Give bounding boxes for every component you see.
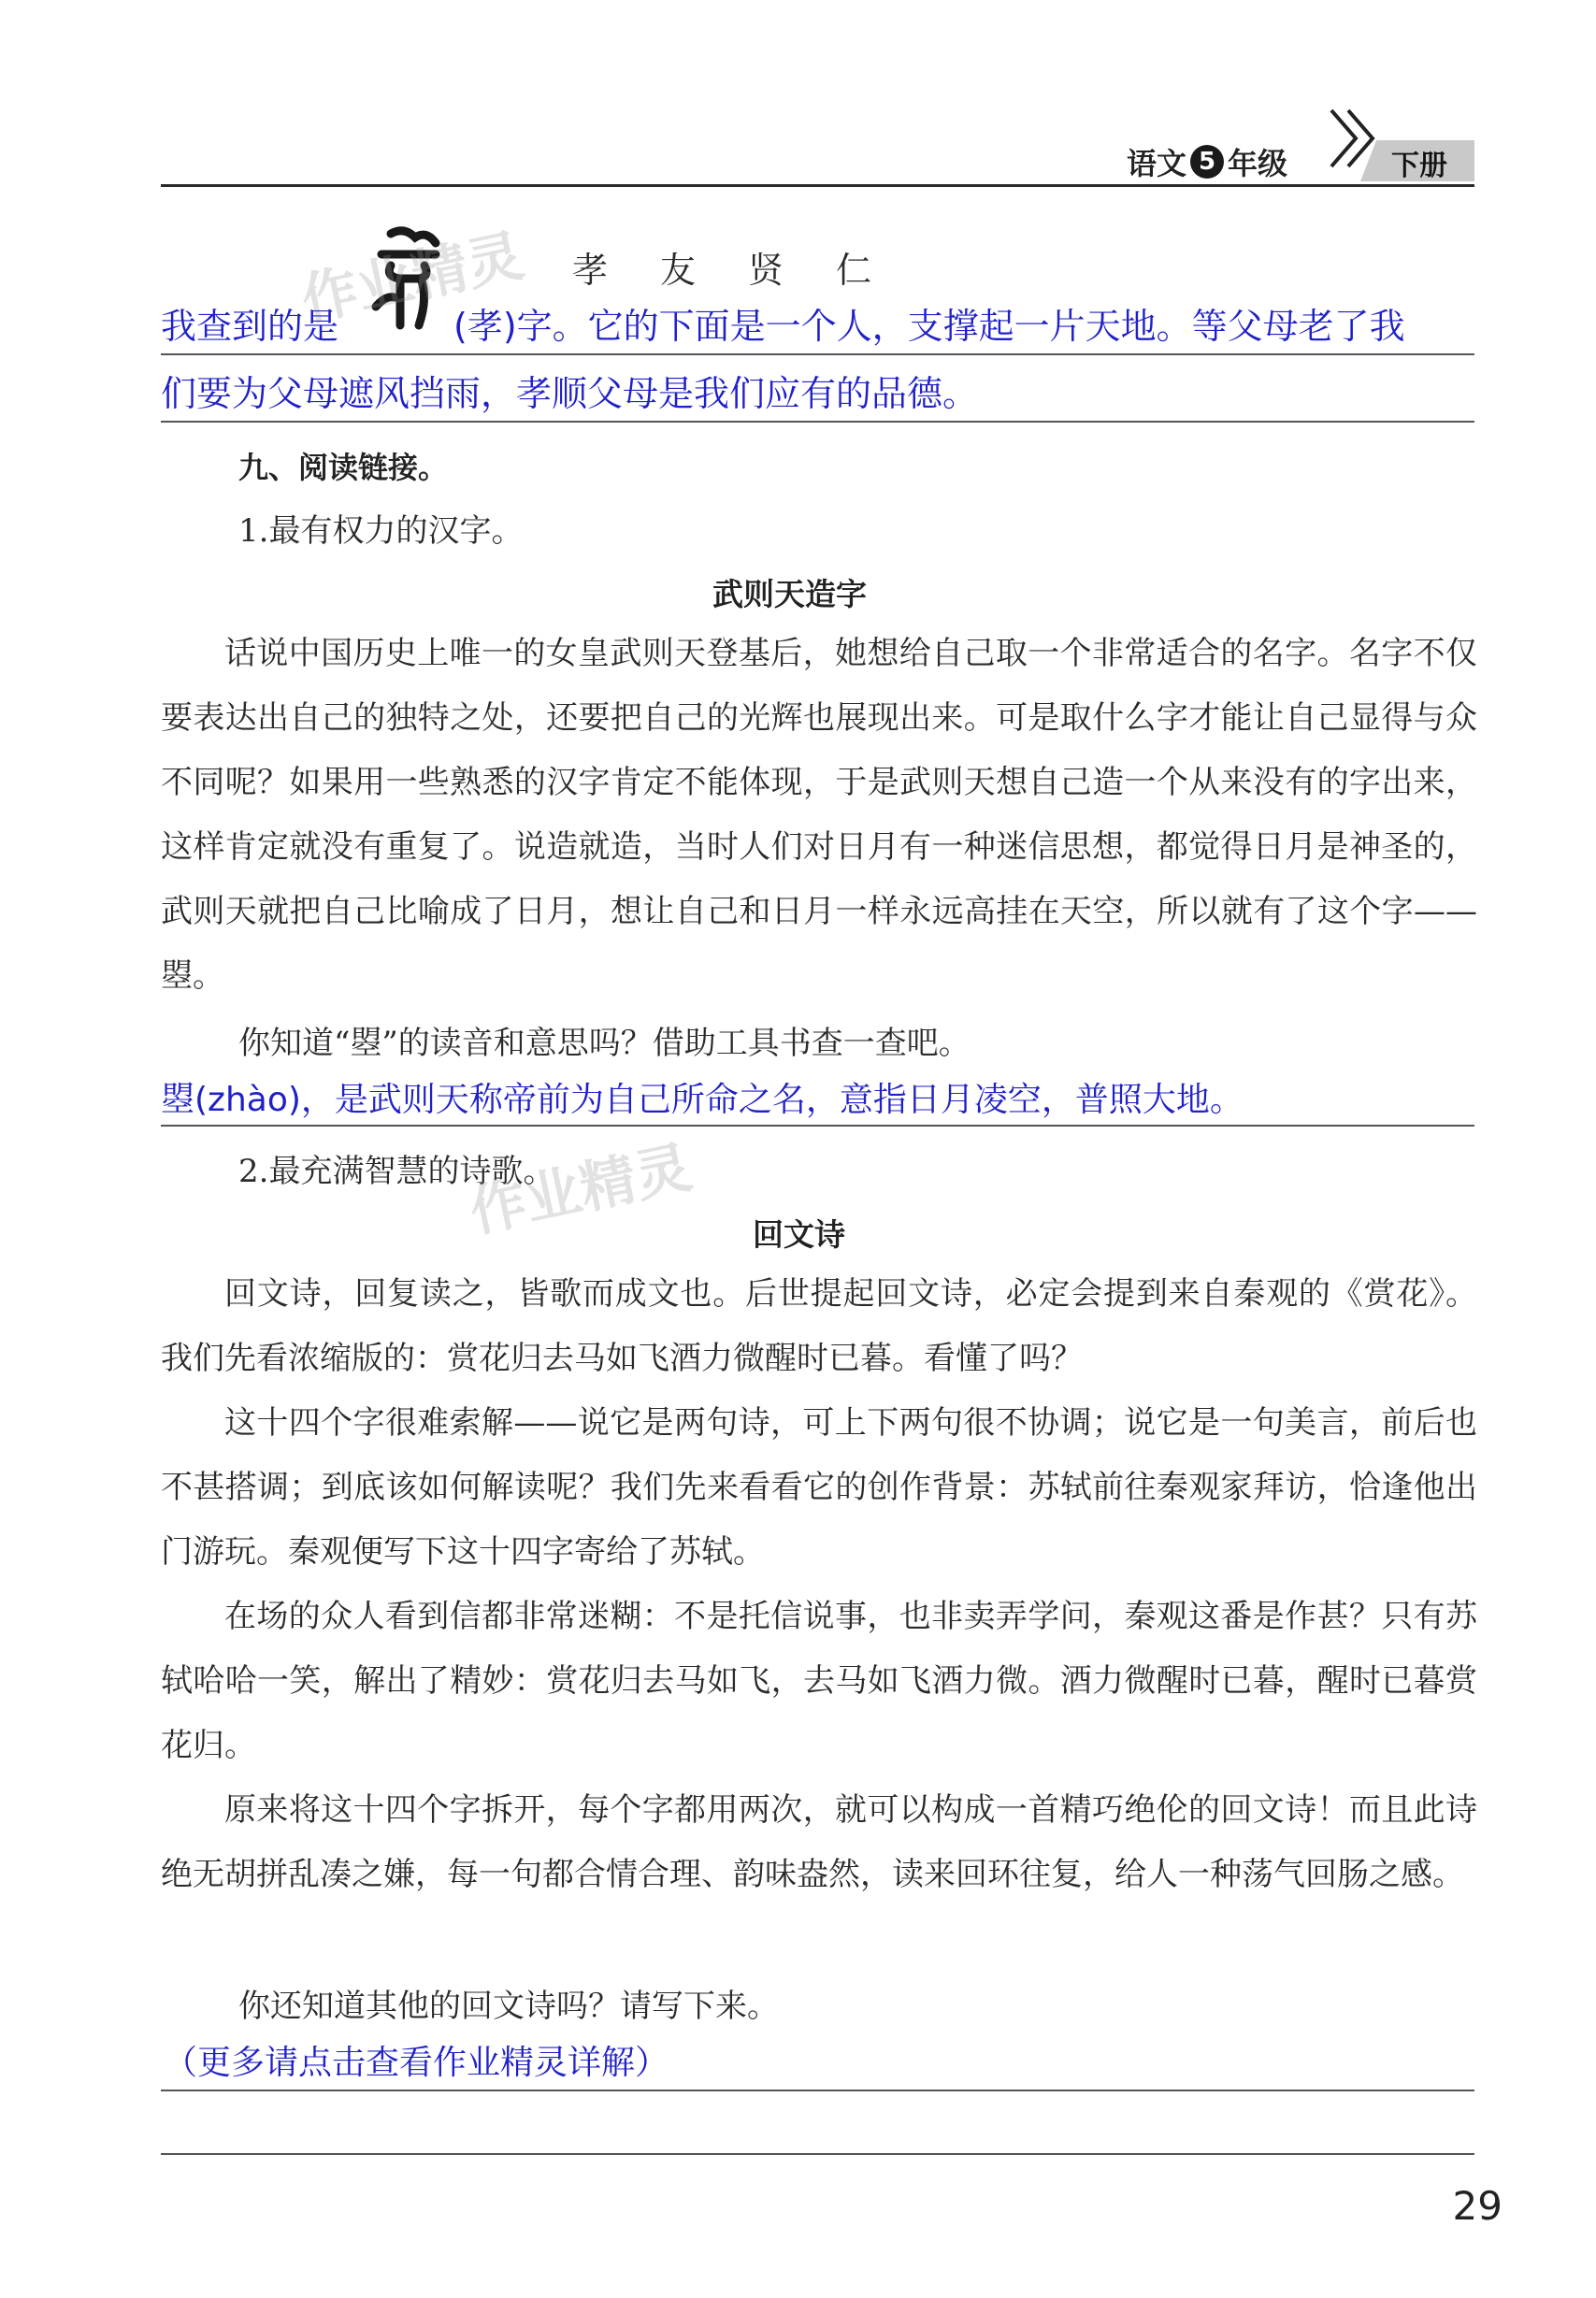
item2-paragraph-3: 在场的众人看到信都非常迷糊：不是托信说事，也非卖弄学问，秦观这番是作甚？只有苏轼哈哈一笑，解出了精妙：赏花归去马如飞，去马如飞酒力微。酒力微醒时已暮，醒时已暮赏花归。 — [161, 1598, 1477, 1764]
item1-question: 你知道“曌”的读音和意思吗？借助工具书查一查吧。 — [238, 1025, 971, 1062]
item2-label: 2.最充满智慧的诗歌。 — [238, 1153, 555, 1190]
answer-line — [161, 421, 1474, 423]
item2-answer-link[interactable]: （更多请点击查看作业精灵详解） — [164, 2044, 669, 2082]
subject-label: 语文 — [1127, 146, 1187, 181]
header-subject — [1127, 140, 1287, 183]
seal-answer-part2: (孝)字。它的下面是一个人，支撑起一片天地。等父母老了我 — [453, 306, 1405, 347]
watermark: 作业精灵 — [295, 223, 529, 335]
seal-answer-part1: 我查到的是 — [161, 306, 339, 347]
item2-paragraph-1: 回文诗，回复读之，皆歌而成文也。后世提起回文诗，必定会提到来自秦观的《赏花》。我们先看浓缩版的：赏花归去马如飞酒力微醒时已暮。看懂了吗？ — [161, 1275, 1477, 1377]
section-heading: 九、阅读链接。 — [238, 450, 449, 485]
item2-paragraph-2: 这十四个字很难索解——说它是两句诗，可上下两句很不协调；说它是一句美言，前后也不甚搭调；到底该如何解读呢？我们先来看看它的创作背景：苏轼前往秦观家拜访，恰逢他出门游玩。秦观便写下这十四字寄给了苏轼。 — [161, 1404, 1477, 1571]
watermark: 作业精灵 — [464, 1134, 697, 1246]
page-number: 29 — [1452, 2183, 1503, 2229]
seal-answer-line2: 们要为父母遮风挡雨，孝顺父母是我们应有的品德。 — [161, 373, 979, 414]
item1-paragraph: 话说中国历史上唯一的女皇武则天登基后，她想给自己取一个非常适合的名字。名字不仅要表达出自己的独特之处，还要把自己的光辉也展现出来。可是取什么字才能让自己显得与众不同呢？如果用一些熟悉的汉字肯定不能体现，于是武则天想自己造一个从来没有的字出来，这样肯定就没有重复了。说造就造，当时人们对日月有一种迷信思想，都觉得日月是神圣的，武则天就把自己比喻成了日月，想让自己和日月一样永远高挂在天空，所以就有了这个字——曌。 — [161, 635, 1477, 995]
grade-suffix: 年级 — [1228, 146, 1288, 181]
item1-answer: 曌(zhào)，是武则天称帝前为自己所命之名，意指日月凌空，普照大地。 — [161, 1081, 1244, 1119]
answer-line — [161, 2090, 1474, 2091]
item1-label: 1.最有权力的汉字。 — [238, 512, 524, 550]
answer-line — [161, 353, 1474, 355]
item2-title: 回文诗 — [753, 1216, 845, 1253]
header-rule — [161, 184, 1474, 187]
item2-question: 你还知道其他的回文诗吗？请写下来。 — [238, 1988, 779, 2025]
item1-title: 武则天造字 — [712, 576, 867, 612]
answer-line — [161, 1125, 1474, 1127]
answer-line — [161, 2153, 1474, 2155]
item2-paragraph-4: 原来将这十四个字拆开，每个字都用两次，就可以构成一首精巧绝伦的回文诗！而且此诗绝无胡拼乱凑之嫌，每一句都合情合理、韵味盎然，读来回环往复，给人一种荡气回肠之感。 — [161, 1791, 1477, 1893]
seal-words: 孝友贤仁 — [572, 250, 925, 291]
volume-label: 下册 — [1391, 150, 1447, 182]
grade-number-badge: 5 — [1190, 145, 1224, 179]
